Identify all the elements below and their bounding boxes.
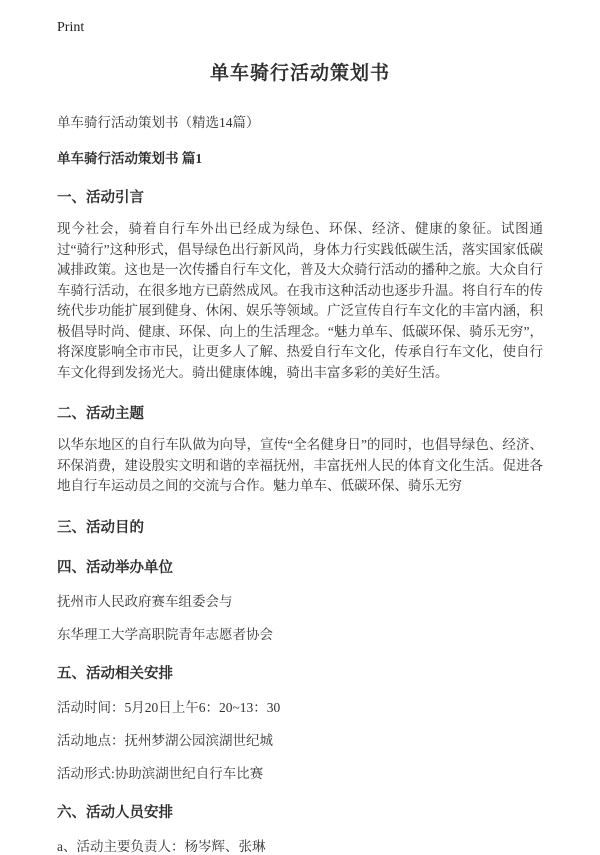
- section-theme-paragraph: 以华东地区的自行车队做为向导，宣传“全名健身日”的同时，也倡导绿色、经济、环保消费，建设殷实文明和谐的幸福抚州，丰富抚州人民的体育文化生活。促进各地自行车运动员之间的交流与合作。魅力单车、低碳环保、骑乐无穷: [57, 437, 543, 493]
- organizer-line-1: 抚州市人民政府赛车组委会与: [57, 593, 233, 609]
- document-title: 单车骑行活动策划书: [209, 63, 390, 84]
- section-heading-intro: 一、活动引言: [57, 190, 144, 206]
- section-heading-personnel: 六、活动人员安排: [57, 804, 173, 821]
- section-heading-theme: 二、活动主题: [57, 406, 144, 422]
- activity-form-line: 活动形式:协助滨湖世纪自行车比赛: [57, 765, 264, 781]
- personnel-leader-line: a、活动主要负责人：杨岑辉、张琳: [57, 838, 266, 854]
- section-heading-arrangements: 五、活动相关安排: [57, 665, 173, 682]
- organizer-line-2: 东华理工大学高职院青年志愿者协会: [57, 626, 273, 642]
- document-subtitle: 单车骑行活动策划书（精选14篇）: [57, 115, 260, 130]
- activity-time-line: 活动时间：5月20日上午6：20~13：30: [57, 699, 281, 715]
- activity-location-line: 活动地点：抚州梦湖公园滨湖世纪城: [57, 732, 273, 748]
- print-button[interactable]: Print: [57, 20, 85, 35]
- section-heading-organizers: 四、活动举办单位: [57, 559, 173, 576]
- section-heading-purpose: 三、活动目的: [57, 519, 144, 536]
- section-intro-paragraph: 现今社会，骑着自行车外出已经成为绿色、环保、经济、健康的象征。试图通过“骑行”这种形式，倡导绿色出行新风尚，身体力行实践低碳生活，落实国家低碳减排政策。这也是一次传播自行车文化，普及大众骑行活动的播种之旅。大众自行车骑行活动，在很多地方已蔚然成风。在我市这种活动也逐步升温。将自行车的传统代步功能扩展到健身、休闲、娱乐等领域。广泛宣传自行车文化的丰富内涵，积极倡导时尚、健康、环保、向上的生活理念。“魅力单车、低碳环保、骑乐无穷”，将深度影响全市市民，让更多人了解、热爱自行车文化，传承自行车文化，使自行车文化得到发扬光大。骑出健康体魄，骑出丰富多彩的美好生活。: [57, 221, 543, 380]
- document-part-label: 单车骑行活动策划书 篇1: [57, 151, 203, 166]
